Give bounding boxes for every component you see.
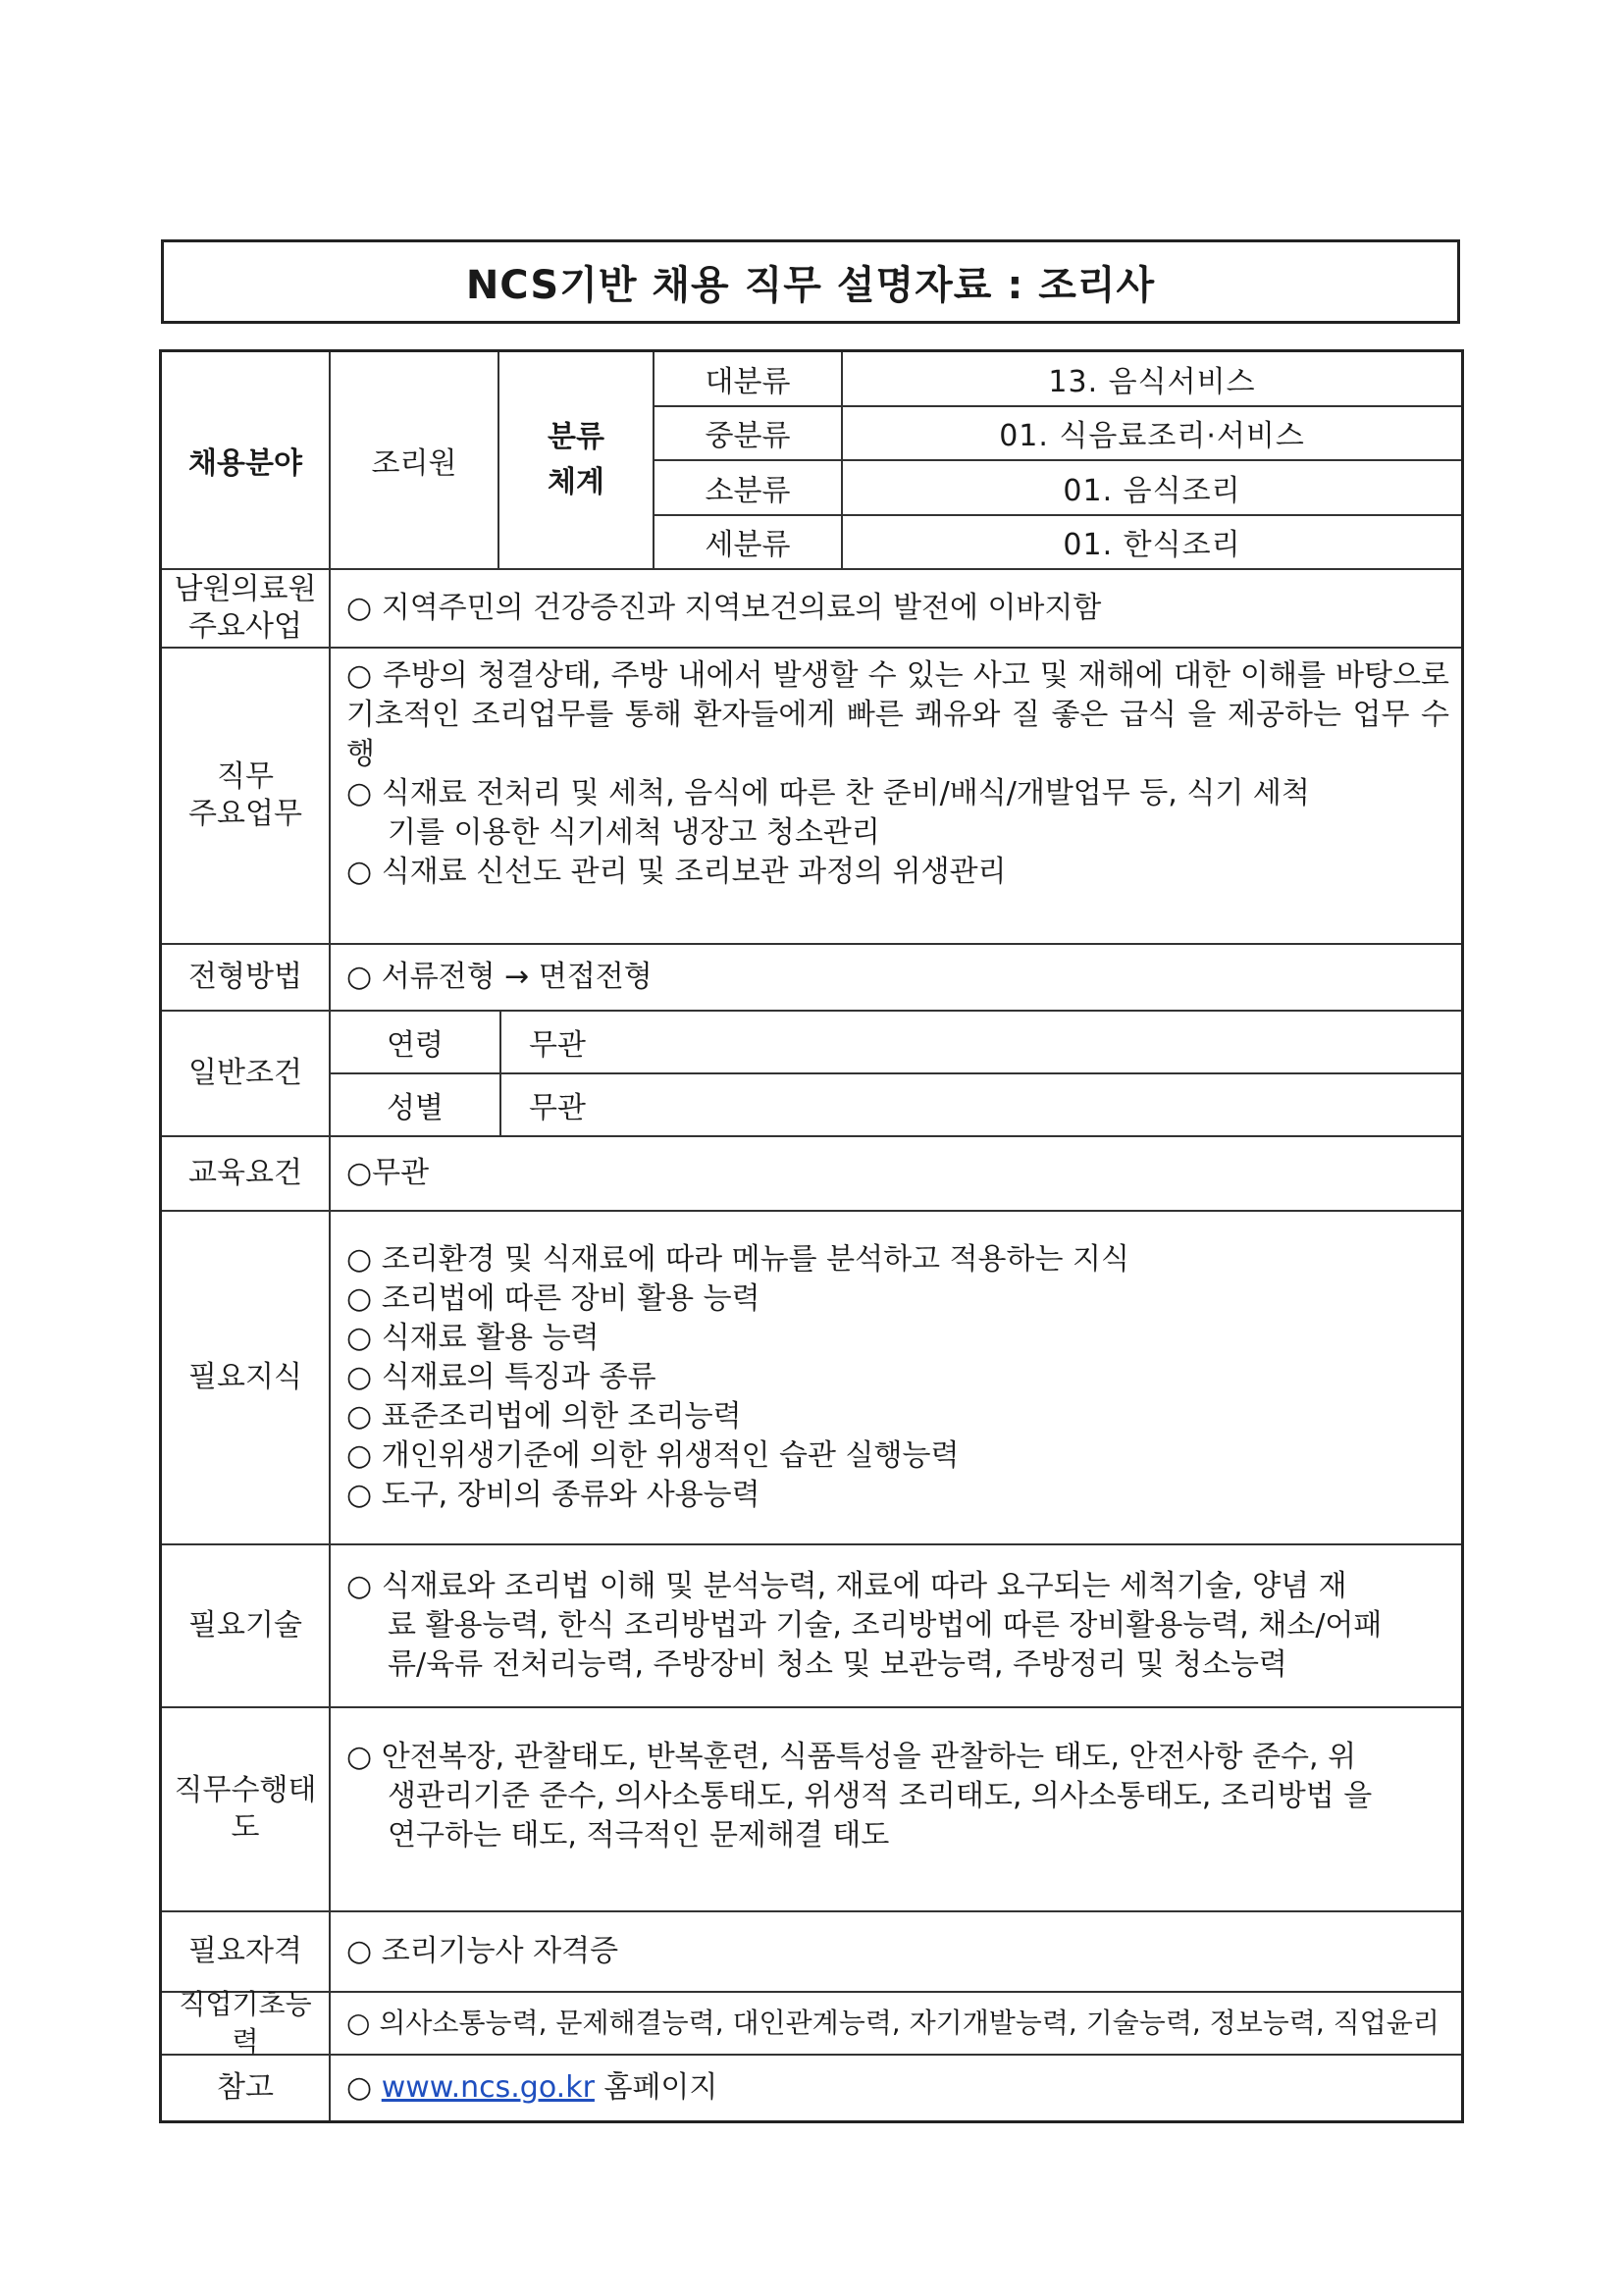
qualification-row xyxy=(162,1910,1461,1991)
attitude-line: 생관리기준 준수, 의사소통태도, 위생적 조리태도, 의사소통태도, 조리방법 을 xyxy=(388,1779,1373,1813)
ncs-website-link[interactable]: www.ncs.go.kr xyxy=(381,2070,595,2105)
level-row xyxy=(654,405,1461,460)
level-name: 중분류 xyxy=(654,407,843,460)
general-label: 일반조건 xyxy=(162,1012,331,1135)
duties-content xyxy=(331,649,1461,943)
knowledge-item: ○ 조리법에 따른 장비 활용 능력 xyxy=(346,1281,760,1316)
attitude-label-line1: 직무수행태 xyxy=(174,1773,317,1807)
recruit-field-label: 채용분야 xyxy=(162,352,331,568)
education-label: 교육요건 xyxy=(162,1137,331,1210)
level-value: 01. 한식조리 xyxy=(1063,528,1241,563)
duties-label-line1: 직무 xyxy=(217,759,274,794)
education-text: ○무관 xyxy=(346,1156,430,1190)
duty-item: ○ 식재료 전처리 및 세척, 음식에 따른 찬 준비/배식/개발업무 등, 식기 세척 xyxy=(346,776,1310,810)
business-label-line2: 주요사업 xyxy=(188,609,302,644)
level-name: 대분류 xyxy=(654,352,843,405)
level-row xyxy=(654,514,1461,569)
level-value: 01. 음식조리 xyxy=(1063,473,1241,508)
level-name: 소분류 xyxy=(654,461,843,514)
qualification-content xyxy=(331,1912,1461,1991)
business-label xyxy=(162,570,331,647)
duties-label-line2: 주요업무 xyxy=(188,797,302,831)
knowledge-item: ○ 개인위생기준에 의한 위생적인 습관 실행능력 xyxy=(346,1438,960,1473)
basic-ability-content xyxy=(331,1993,1461,2054)
qualification-label: 필요자격 xyxy=(162,1912,331,1991)
knowledge-item: ○ 조리환경 및 식재료에 따라 메뉴를 분석하고 적용하는 지식 xyxy=(346,1242,1129,1277)
basic-ability-text: ○ 의사소통능력, 문제해결능력, 대인관계능력, 자기개발능력, 기술능력, 정보능력, 직업윤리 xyxy=(346,2007,1440,2039)
basic-ability-label: 직업기초능력 xyxy=(162,1993,331,2054)
qualification-text: ○ 조리기능사 자격증 xyxy=(346,1934,619,1968)
duty-item-continuation: 기를 이용한 식기세척 냉장고 청소관리 xyxy=(388,815,880,850)
education-content xyxy=(331,1137,1461,1210)
classification-section xyxy=(162,352,1461,568)
condition-value: 무관 xyxy=(529,1091,586,1125)
skills-label: 필요기술 xyxy=(162,1545,331,1706)
knowledge-item: ○ 표준조리법에 의한 조리능력 xyxy=(346,1399,742,1434)
knowledge-content xyxy=(331,1212,1461,1543)
selection-content xyxy=(331,945,1461,1010)
knowledge-label: 필요지식 xyxy=(162,1212,331,1543)
system-label-line1: 분류 xyxy=(548,420,604,454)
duties-label xyxy=(162,649,331,943)
general-conditions xyxy=(331,1012,1461,1135)
selection-label: 전형방법 xyxy=(162,945,331,1010)
level-value: 01. 식음료조리·서비스 xyxy=(999,419,1305,454)
knowledge-row xyxy=(162,1210,1461,1543)
classification-levels xyxy=(654,352,1461,568)
business-text: ○ 지역주민의 건강증진과 지역보건의료의 발전에 이바지함 xyxy=(346,591,1102,625)
system-label-line2: 체계 xyxy=(548,465,604,499)
knowledge-item: ○ 도구, 장비의 종류와 사용능력 xyxy=(346,1478,760,1512)
reference-suffix: 홈페이지 xyxy=(603,2070,718,2105)
skills-content xyxy=(331,1545,1461,1706)
level-name: 세분류 xyxy=(654,516,843,569)
business-label-line1: 남원의료원 xyxy=(174,572,317,606)
reference-bullet: ○ xyxy=(346,2070,373,2105)
attitude-label-line2: 도 xyxy=(231,1810,260,1845)
attitude-line: ○ 안전복장, 관찰태도, 반복훈련, 식품특성을 관찰하는 태도, 안전사항 준수, 위 xyxy=(346,1740,1357,1774)
duty-item: ○ 주방의 청결상태, 주방 내에서 발생할 수 있는 사고 및 재해에 대한 이해를 바탕으로 기초적인 조리업무를 통해 환자들에게 빠른 쾌유와 질 좋은 급식 을 제공하는 업무 수행 xyxy=(346,658,1449,771)
general-row xyxy=(162,1010,1461,1135)
basic-ability-row xyxy=(162,1988,1461,2058)
condition-row xyxy=(331,1012,1461,1072)
knowledge-item: ○ 식재료 활용 능력 xyxy=(346,1321,600,1355)
condition-row xyxy=(331,1072,1461,1135)
level-row xyxy=(654,352,1461,405)
attitude-line: 연구하는 태도, 적극적인 문제해결 태도 xyxy=(388,1818,890,1852)
reference-content xyxy=(331,2056,1461,2120)
selection-row xyxy=(162,943,1461,1010)
recruit-field-value: 조리원 xyxy=(331,352,499,568)
reference-label: 참고 xyxy=(162,2056,331,2120)
classification-system-label xyxy=(499,352,654,568)
attitude-label xyxy=(162,1708,331,1910)
business-content xyxy=(331,570,1461,647)
job-description-table xyxy=(159,349,1464,2123)
level-row xyxy=(654,459,1461,514)
skills-line: ○ 식재료와 조리법 이해 및 분석능력, 재료에 따라 요구되는 세척기술, 양념 재 xyxy=(346,1569,1347,1603)
level-value: 13. 음식서비스 xyxy=(1048,364,1256,399)
skills-line: 류/육류 전처리능력, 주방장비 청소 및 보관능력, 주방정리 및 청소능력 xyxy=(388,1647,1287,1682)
document-title: NCS기반 채용 직무 설명자료 : 조리사 xyxy=(161,239,1460,324)
attitude-content xyxy=(331,1708,1461,1910)
skills-row xyxy=(162,1543,1461,1706)
duty-item: ○ 식재료 신선도 관리 및 조리보관 과정의 위생관리 xyxy=(346,855,1007,889)
condition-key: 연령 xyxy=(331,1012,501,1072)
reference-row xyxy=(162,2054,1461,2120)
condition-key: 성별 xyxy=(331,1074,501,1135)
knowledge-item: ○ 식재료의 특징과 종류 xyxy=(346,1360,656,1394)
duties-row xyxy=(162,647,1461,943)
attitude-row xyxy=(162,1706,1461,1910)
skills-line: 료 활용능력, 한식 조리방법과 기술, 조리방법에 따른 장비활용능력, 채소/어패 xyxy=(388,1608,1383,1643)
education-row xyxy=(162,1135,1461,1210)
business-row xyxy=(162,568,1461,647)
condition-value: 무관 xyxy=(529,1028,586,1063)
selection-text: ○ 서류전형 → 면접전형 xyxy=(346,960,653,994)
